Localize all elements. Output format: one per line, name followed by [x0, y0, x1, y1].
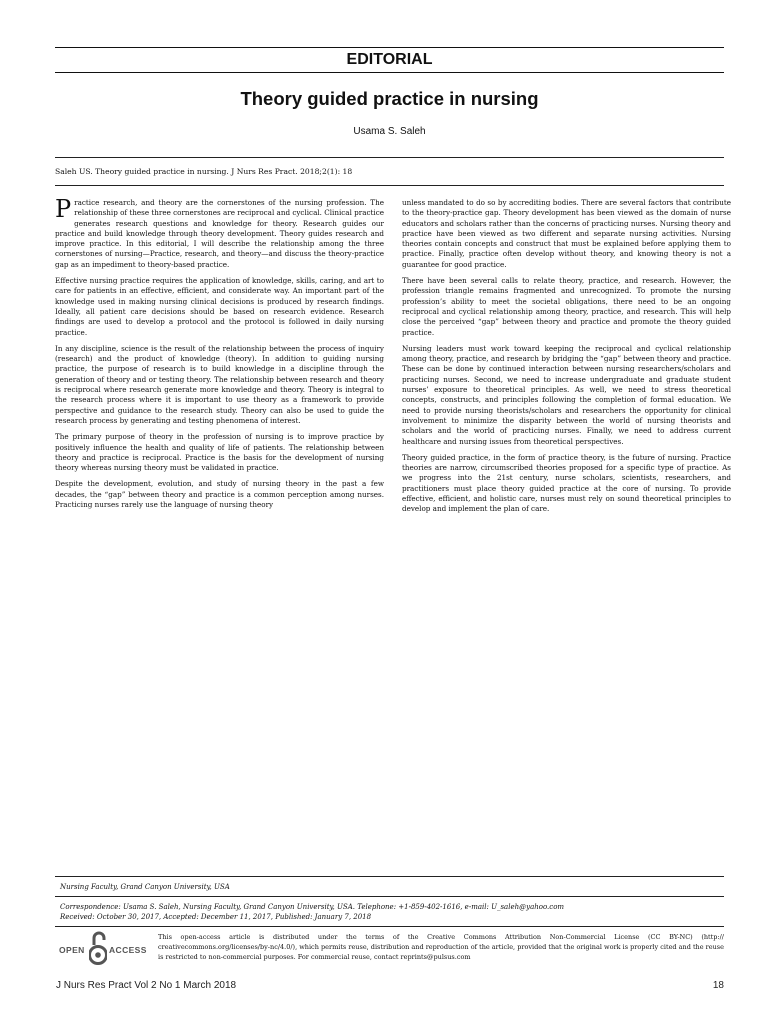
- correspondence-block: [60, 903, 720, 922]
- citation-top-rule: [55, 157, 724, 158]
- affiliation-rule: [55, 896, 724, 897]
- journal-footer: J Nurs Res Pract Vol 2 No 1 March 2018: [56, 980, 237, 991]
- paragraph-text: ractice research, and theory are the cornerstones of the nursing profession. The relationship of these three cornerstones are reciprocal and cyclical. Clinical practice generates research questions and knowledge for theory. Research guides our practice and build knowledge through theory development. Theory guides research and improve practice. In this editorial, I will describe the relationship among the three cornerstones of nursing—Practice, research, and theory—and discuss the theory-practice gap as an impediment to theory-based practice.: [55, 198, 384, 269]
- correspondence-line: Correspondence: Usama S. Saleh, Nursing Faculty, Grand Canyon University, USA. Telephone: +1-859-402-1616, e-mail: U_saleh@yahoo.com: [60, 903, 565, 911]
- open-access-logo: [59, 931, 149, 969]
- dates-line: Received: October 30, 2017, Accepted: December 11, 2017, Published: January 7, 2018: [60, 912, 372, 921]
- open-access-word-left: OPEN: [59, 945, 85, 955]
- body-column-right: [402, 198, 731, 521]
- citation-bottom-rule: [55, 185, 724, 186]
- author-name: Usama S. Saleh: [353, 126, 426, 137]
- top-rule: [55, 47, 724, 48]
- paragraph: [55, 195, 384, 270]
- paragraph: The primary purpose of theory in the profession of nursing is to improve practice by positively influence the health and quality of life of patients. The relationship between theory and practice is reciprocal. Practice is the basis for the development of nursing theory whereas nursing theory must be validated in practice.: [55, 432, 384, 473]
- paragraph: Theory guided practice, in the form of practice theory, is the future of nursing. Practice theories are narrow, circumscribed theories proposed for a specific type of practice. As we progress into the 21st century, nurse scholars, scientists, researchers, and practitioners must place theory guided practice at the core of nursing. To provide effective, efficient, and holistic care, nurses must rely on sound theoretical principles to develop and implement the plan of care.: [402, 452, 731, 514]
- paragraph: unless mandated to do so by accrediting bodies. There are several factors that contribute to the theory-practice gap. Theory development has been viewed as the domain of nurse educators and scholars rather than the concerns of practicing nurses. Nursing theory and practice have been viewed as two different and separate nursing activities. Nursing theories contain concepts and construct that must be explained before applying them to practice. Finally, practice often develop without theory, and knowing theory is not a guarantee for good practice.: [402, 198, 731, 269]
- open-access-word-right: ACCESS: [109, 945, 147, 955]
- footnote-rule: [55, 876, 724, 877]
- drop-cap: P: [55, 195, 72, 223]
- section-rule: [55, 72, 724, 73]
- affiliation-note: Nursing Faculty, Grand Canyon University, USA: [60, 883, 230, 891]
- page-number: 18: [712, 980, 724, 991]
- section-label: EDITORIAL: [346, 51, 433, 68]
- paragraph: There have been several calls to relate theory, practice, and research. However, the profession triangle remains fragmented and unrecognized. To promote the nursing profession’s ability to meet the societal obligations, there need to be an ongoing reciprocal and cyclical relationship among theory, practice, and research. This will help close the perceived “gap” between theory and practice and promote the theory guided practice.: [402, 276, 731, 337]
- paragraph: Nursing leaders must work toward keeping the reciprocal and cyclical relationship among theory, practice, and research by bridging the “gap” between theory and practice. These can be done by continued interaction between nursing researchers/scholars and practicing nurses. Second, we need to increase undergraduate and graduate student nurses’ exposure to theoretical principles. As well, we need to stress theoretical concepts, constructs, and principles following the completion of formal education. We need to provide nursing theorists/scholars and researchers the opportunity for clinical involvement to minimize the disparity between the world of nursing theorists and scholars and the world of practicing nurses. Finally, we need to address current healthcare and nursing issues from theoretical perspectives.: [402, 343, 731, 446]
- paragraph: Effective nursing practice requires the application of knowledge, skills, caring, and art to care for patients in an effective, efficient, and considerate way. An important part of the knowledge used in making nursing clinical decisions is produced by research findings. Ideally, all patient care decisions should be based on research evidence. Research findings are used to develop a protocol and the protocol is followed in daily nursing practice.: [55, 276, 384, 337]
- paragraph: Despite the development, evolution, and study of nursing theory in the past a few decades, the “gap” between theory and practice is a common perception among nurses. Practicing nurses rarely use the language of nursing theory: [55, 479, 384, 510]
- article-title: Theory guided practice in nursing: [240, 88, 539, 109]
- open-lock-icon: [89, 931, 107, 967]
- paragraph: In any discipline, science is the result of the relationship between the process of inquiry (research) and the product of knowledge (theory). In addition to guiding nursing practice, the purpose of research is to build knowledge in a discipline through the generation of theory and or testing theory. The relationship between research and theory is reciprocal where research generate more knowledge and theory. Theory is integral to the research process where it is important to use theory as a framework to provide perspective and guidance to the research study. Theory can also be used to guide the research process by generating and testing phenomena of interest.: [55, 343, 384, 425]
- license-rule: [55, 926, 724, 927]
- license-text: This open-access article is distributed under the terms of the Creative Commons Attribution Non-Commercial License (CC BY-NC) (http:// creativecommons.org/licenses/by-nc/4.0/), which permits reuse, distribution and reproduction of the article, provided that the original work is properly cited and the reuse is restricted to non-commercial purposes. For commercial reuse, contact reprints@pulsus.com: [158, 933, 724, 961]
- body-column-left: [55, 195, 384, 516]
- citation-line: Saleh US. Theory guided practice in nursing. J Nurs Res Pract. 2018;2(1): 18: [55, 167, 353, 176]
